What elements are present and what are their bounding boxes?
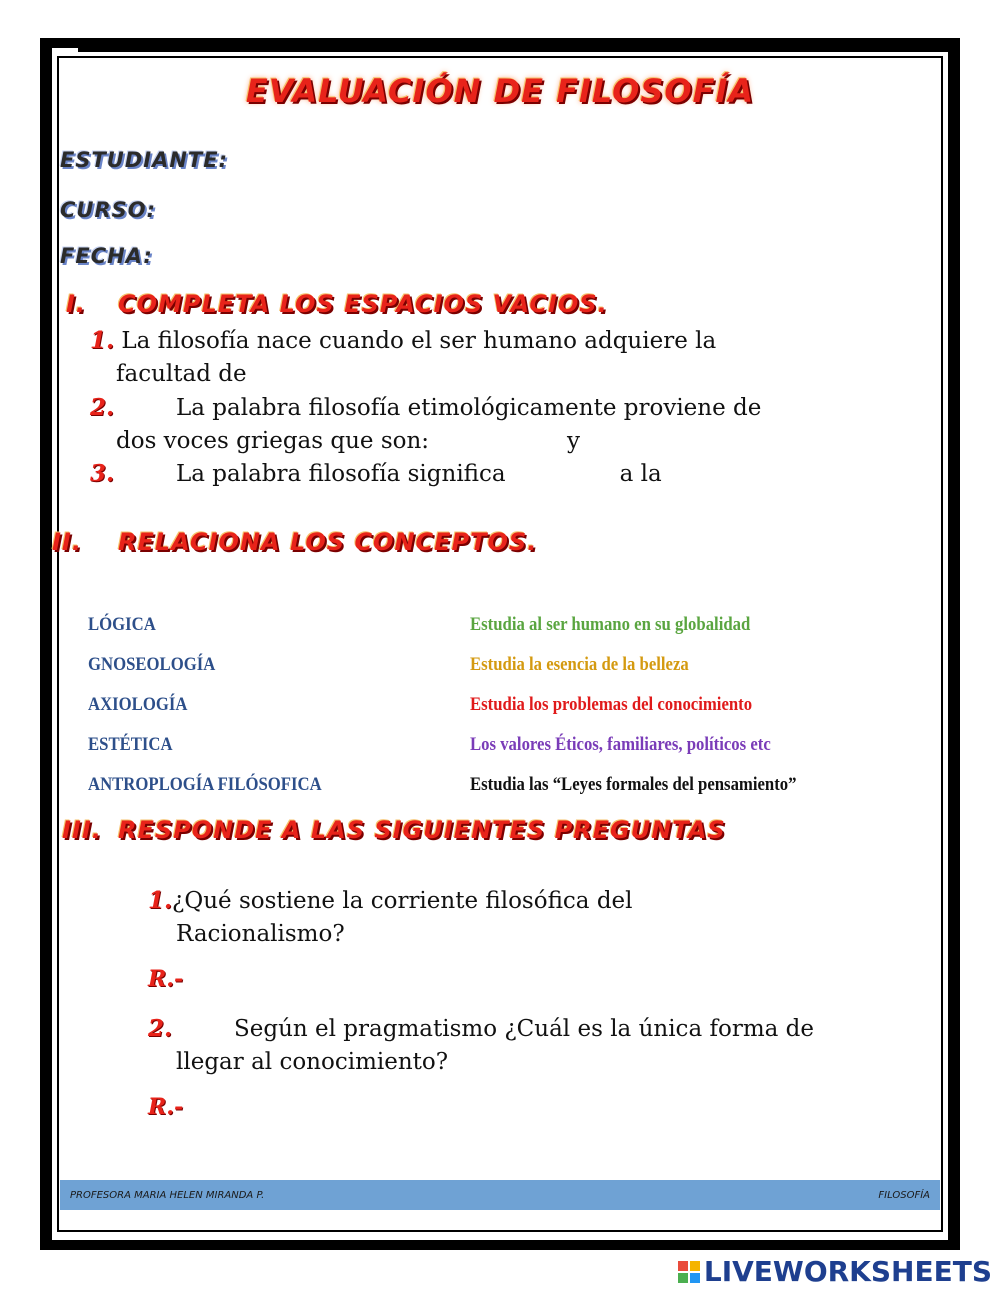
section-3-heading xyxy=(62,816,726,844)
s1-q2-line1: La palabra filosofía etimológicamente proviene de xyxy=(176,395,762,421)
liveworksheets-watermark xyxy=(678,1255,992,1288)
s3-q1-number: 1. xyxy=(148,887,173,914)
footer-subject: FILOSOFÍA xyxy=(878,1189,930,1201)
definition-item: Los valores Éticos, familiares, políticos etc xyxy=(470,734,771,755)
section-1-numeral: I. xyxy=(66,290,87,318)
section-3-title: RESPONDE A LAS SIGUIENTES PREGUNTAS xyxy=(118,816,726,844)
s1-question-2 xyxy=(90,391,761,458)
s3-q2-answer-label: R.- xyxy=(148,1094,184,1120)
s1-q3-line1-tail: a la xyxy=(619,461,662,487)
s3-q1-line1: ¿Qué sostiene la corriente filosófica del xyxy=(172,888,633,914)
page-title: EVALUACIÓN DE FILOSOFÍA xyxy=(245,72,755,110)
footer-teacher: PROFESORA MARIA HELEN MIRANDA P. xyxy=(70,1189,265,1201)
s1-q3-line1: La palabra filosofía significa xyxy=(176,461,506,487)
definition-item: Estudia la esencia de la belleza xyxy=(470,654,689,675)
s1-q2-number: 2. xyxy=(90,394,115,421)
definition-item: Estudia las “Leyes formales del pensamiento” xyxy=(470,774,797,795)
section-3-numeral: III. xyxy=(62,816,102,844)
s1-q1-line1: La filosofía nace cuando el ser humano adquiere la xyxy=(121,328,717,354)
concept-item: LÓGICA xyxy=(88,614,156,635)
s1-q2-line2: dos voces griegas que son: xyxy=(116,428,430,454)
section-1-title: COMPLETA LOS ESPACIOS VACIOS. xyxy=(118,290,608,318)
s3-q2-line1: Según el pragmatismo ¿Cuál es la única forma de xyxy=(234,1016,814,1042)
s1-q2-line2-tail: y xyxy=(567,428,581,454)
concept-item: ESTÉTICA xyxy=(88,734,173,755)
concept-item: AXIOLOGÍA xyxy=(88,694,188,715)
s3-question-1 xyxy=(148,884,633,951)
s3-question-2 xyxy=(148,1012,814,1079)
section-2-title: RELACIONA LOS CONCEPTOS. xyxy=(118,528,538,556)
section-1-heading xyxy=(66,290,608,318)
page-footer xyxy=(60,1180,940,1210)
section-2-heading xyxy=(52,528,537,556)
s1-question-3 xyxy=(90,457,662,491)
s1-q1-number: 1. xyxy=(90,327,115,354)
s1-q1-line2: facultad de xyxy=(116,361,247,387)
definition-item: Estudia los problemas del conocimiento xyxy=(470,694,753,715)
s3-q2-line2: llegar al conocimiento? xyxy=(176,1049,449,1075)
s3-q1-answer-label: R.- xyxy=(148,966,184,992)
s3-q2-number: 2. xyxy=(148,1015,173,1042)
concept-item: GNOSEOLOGÍA xyxy=(88,654,216,675)
s3-q1-line2: Racionalismo? xyxy=(176,921,345,947)
s1-q3-number: 3. xyxy=(90,460,115,487)
liveworksheets-wordmark: LIVEWORKSHEETS xyxy=(703,1255,992,1288)
concept-item: ANTROPLOGÍA FILÓSOFICA xyxy=(88,774,322,795)
course-label: CURSO: xyxy=(60,198,157,222)
liveworksheets-logo-icon xyxy=(678,1261,700,1283)
section-2-numeral: II. xyxy=(52,528,82,556)
s1-question-1 xyxy=(90,324,716,391)
definition-item: Estudia al ser humano en su globalidad xyxy=(470,614,751,635)
date-label: FECHA: xyxy=(60,244,153,268)
student-label: ESTUDIANTE: xyxy=(60,148,228,172)
